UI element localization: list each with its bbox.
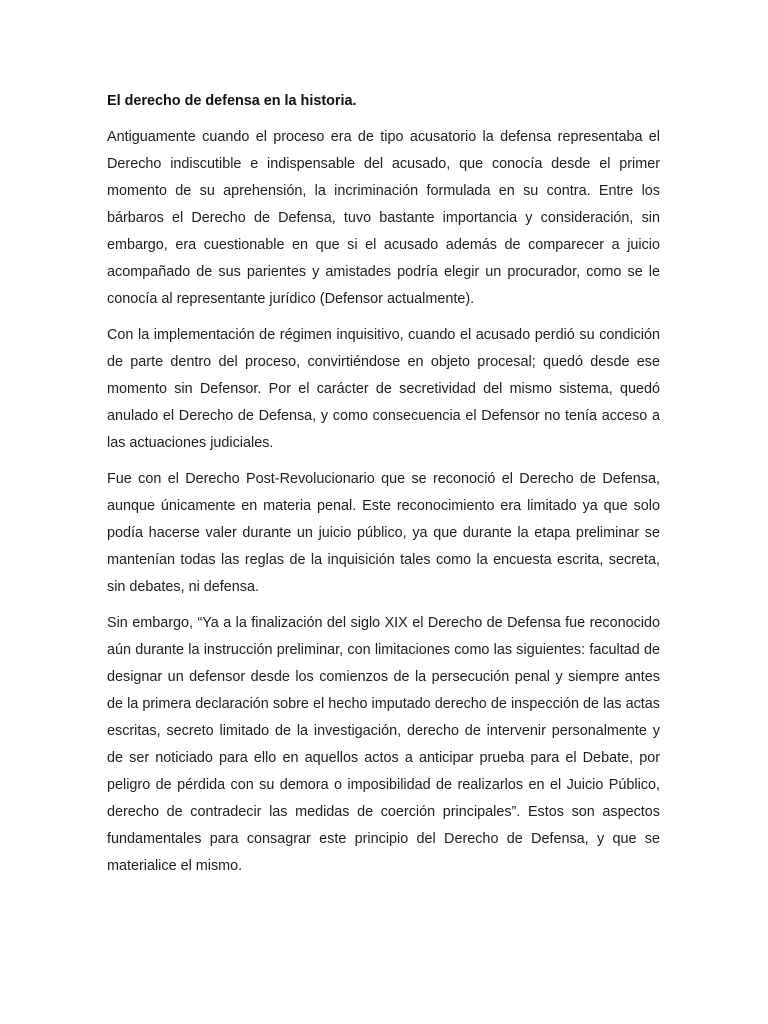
document-page xyxy=(107,88,660,889)
paragraph-4: Sin embargo, “Ya a la finalización del siglo XIX el Derecho de Defensa fue reconocido aún durante la instrucción preliminar, con limitaciones como las siguientes: facultad de designar un defensor desde los comienzos de la persecución penal y siempre antes de la primera declaración sobre el hecho imputado derecho de inspección de las actas escritas, secreto limitado de la investigación, derecho de intervenir personalmente y de ser noticiado para ello en aquellos actos a anticipar prueba para el Debate, por peligro de pérdida con su demora o imposibilidad de realizarlos en el Juicio Público, derecho de contradecir las medidas de coerción principales”. Estos son aspectos fundamentales para consagrar este principio del Derecho de Defensa, y que se materialice el mismo. xyxy=(107,615,660,874)
paragraph-2: Con la implementación de régimen inquisitivo, cuando el acusado perdió su condición de parte dentro del proceso, convirtiéndose en objeto procesal; quedó desde ese momento sin Defensor. Por el carácter de secretividad del mismo sistema, quedó anulado el Derecho de Defensa, y como consecuencia el Defensor no tenía acceso a las actuaciones judiciales. xyxy=(107,327,660,451)
document-title: El derecho de defensa en la historia. xyxy=(107,93,357,109)
paragraph-3: Fue con el Derecho Post-Revolucionario que se reconoció el Derecho de Defensa, aunque únicamente en materia penal. Este reconocimiento era limitado ya que solo podía hacerse valer durante un juicio público, ya que durante la etapa preliminar se mantenían todas las reglas de la inquisición tales como la encuesta escrita, secreta, sin debates, ni defensa. xyxy=(107,471,660,595)
paragraph-1: Antiguamente cuando el proceso era de tipo acusatorio la defensa representaba el Derecho indiscutible e indispensable del acusado, que conocía desde el primer momento de su aprehensión, la incriminación formulada en su contra. Entre los bárbaros el Derecho de Defensa, tuvo bastante importancia y consideración, sin embargo, era cuestionable en que si el acusado además de comparecer a juicio acompañado de sus parientes y amistades podría elegir un procurador, como se le conocía al representante jurídico (Defensor actualmente). xyxy=(107,129,660,307)
